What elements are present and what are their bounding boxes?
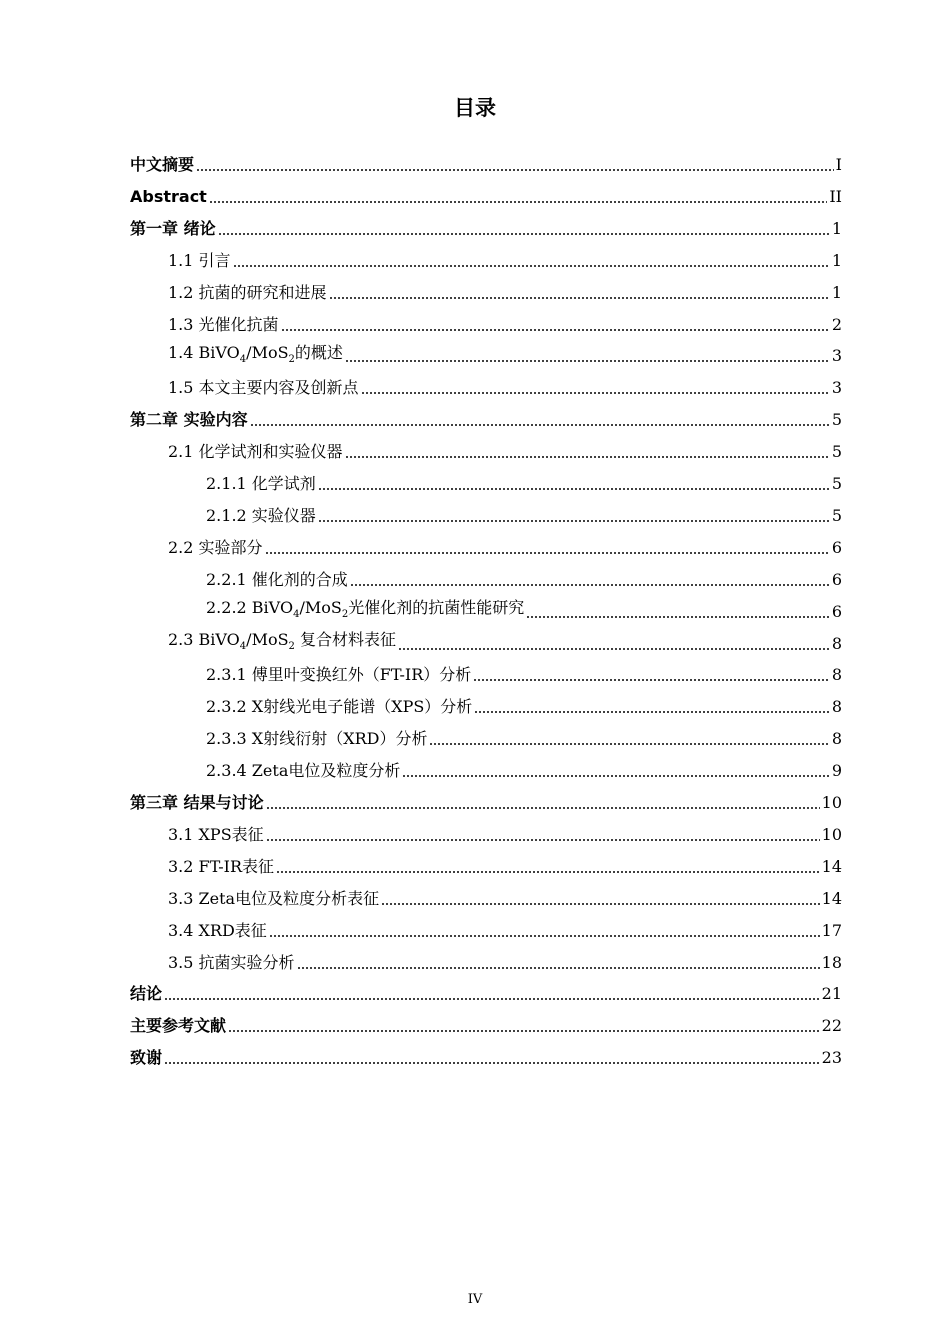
- toc-dot-leader: [266, 807, 820, 809]
- toc-dot-leader: [381, 903, 820, 905]
- toc-dot-leader: [233, 265, 830, 267]
- toc-dot-leader: [164, 1062, 820, 1064]
- toc-entry-label: 3.2 FT-IR表征: [168, 856, 275, 876]
- toc-dot-leader: [345, 456, 830, 458]
- page-title: 目录: [454, 96, 496, 120]
- toc-entry-page: 5: [831, 410, 842, 430]
- toc-entry[interactable]: [206, 660, 842, 690]
- toc-entry-page: 10: [821, 793, 842, 812]
- toc-entry-page: 6: [831, 537, 842, 557]
- toc-entry-page: 6: [831, 569, 842, 589]
- toc-entry-page: 1: [831, 218, 842, 238]
- toc-dot-leader: [269, 935, 820, 937]
- toc-entry-page: 5: [831, 505, 842, 525]
- toc-entry[interactable]: [206, 565, 842, 595]
- toc-entry[interactable]: [206, 597, 842, 627]
- toc-entry-label: 2.3.2 X射线光电子能谱（XPS）分析: [206, 697, 473, 717]
- toc-entry[interactable]: [168, 852, 842, 882]
- toc-entry-page: 1: [831, 282, 842, 302]
- toc-entry-label: 3.4 XRD表征: [168, 920, 267, 940]
- toc-entry-label: 致谢: [130, 1048, 163, 1068]
- toc-dot-leader: [329, 297, 830, 299]
- toc-entry-page: 5: [831, 474, 842, 493]
- toc-entry-label: 1.4 BiVO$_4$/MoS$_2$的概述: [168, 342, 343, 365]
- toc-dot-leader: [526, 616, 830, 618]
- toc-entry-page: I: [835, 155, 842, 174]
- toc-dot-leader: [402, 775, 829, 777]
- toc-entry[interactable]: [130, 979, 842, 1009]
- toc-entry-page: 8: [831, 633, 842, 653]
- toc-entry-page: 5: [831, 442, 842, 462]
- toc-entry-label: 2.1.1 化学试剂: [206, 474, 316, 493]
- toc-entry[interactable]: [168, 948, 842, 978]
- toc-dot-leader: [209, 201, 828, 203]
- toc-entry-label: 2.2.2 BiVO$_4$/MoS$_2$光催化剂的抗菌性能研究: [206, 598, 525, 621]
- toc-dot-leader: [266, 839, 820, 841]
- toc-entry[interactable]: [206, 724, 842, 754]
- toc-entry-page: 14: [821, 888, 842, 908]
- toc-entry-label: 2.3.4 Zeta电位及粒度分析: [206, 761, 401, 781]
- toc-entry-page: 18: [821, 952, 842, 972]
- toc-entry[interactable]: [168, 373, 842, 403]
- toc-entry[interactable]: [130, 1043, 842, 1073]
- toc-entry-label: 2.3.1 傅里叶变换红外（FT-IR）分析: [206, 665, 472, 685]
- toc-entry[interactable]: [130, 405, 842, 435]
- toc-entry-page: 23: [821, 1048, 842, 1068]
- toc-entry-label: 3.1 XPS表征: [168, 824, 264, 844]
- toc-dot-leader: [345, 360, 830, 362]
- toc-dot-leader: [250, 424, 830, 426]
- toc-entry-page: 2: [831, 314, 842, 334]
- toc-entry-label: 结论: [130, 984, 163, 1004]
- toc-entry[interactable]: [168, 629, 842, 659]
- toc-entry-label: 1.2 抗菌的研究和进展: [168, 282, 327, 302]
- toc-entry-label: 2.2.1 催化剂的合成: [206, 569, 348, 589]
- toc-entry[interactable]: [168, 246, 842, 276]
- toc-dot-leader: [265, 552, 830, 554]
- toc-entry[interactable]: [168, 310, 842, 340]
- toc-entry[interactable]: [130, 214, 842, 244]
- toc-entry-page: 10: [821, 824, 842, 844]
- toc-entry[interactable]: [168, 884, 842, 914]
- toc-dot-leader: [196, 169, 834, 171]
- toc-entry[interactable]: [206, 692, 842, 722]
- toc-entry[interactable]: [168, 341, 842, 371]
- toc-dot-leader: [398, 648, 830, 650]
- page-number: IV: [467, 1292, 483, 1307]
- toc-entry-page: 9: [831, 761, 842, 781]
- toc-entry-label: 2.2 实验部分: [168, 537, 263, 557]
- toc-entry-label: 第三章 结果与讨论: [130, 793, 264, 812]
- toc-dot-leader: [361, 392, 830, 394]
- toc-entry-label: 3.3 Zeta电位及粒度分析表征: [168, 888, 380, 908]
- toc-entry-page: 21: [821, 984, 842, 1004]
- toc-dot-leader: [318, 520, 830, 522]
- toc-dot-leader: [350, 584, 830, 586]
- toc-entry-label: 1.3 光催化抗菌: [168, 314, 279, 334]
- toc-dot-leader: [281, 329, 830, 331]
- toc-entry-page: 3: [831, 378, 842, 398]
- toc-dot-leader: [276, 871, 820, 873]
- toc-entry[interactable]: [206, 756, 842, 786]
- toc-entry-page: 3: [831, 346, 842, 366]
- toc-entry-page: 14: [821, 856, 842, 876]
- toc-entry-page: 22: [821, 1016, 842, 1036]
- toc-entry-label: 2.3 BiVO$_4$/MoS$_2$ 复合材料表征: [168, 629, 397, 653]
- toc-entry-page: II: [829, 186, 842, 206]
- toc-entry[interactable]: [130, 150, 842, 180]
- toc-dot-leader: [318, 488, 830, 490]
- toc-entry-page: 8: [831, 729, 842, 749]
- toc-entry-label: 2.1.2 实验仪器: [206, 505, 316, 525]
- toc-dot-leader: [164, 998, 820, 1000]
- toc-entry-page: 8: [831, 697, 842, 717]
- toc-entry-label: Abstract: [130, 186, 207, 206]
- toc-entry[interactable]: [168, 820, 842, 850]
- toc-entry[interactable]: [168, 437, 842, 467]
- toc-dot-leader: [297, 967, 820, 969]
- toc-entry-label: 1.1 引言: [168, 250, 231, 270]
- toc-dot-leader: [474, 711, 830, 713]
- toc-entry[interactable]: [130, 1011, 842, 1041]
- toc-entry-page: 6: [831, 601, 842, 621]
- toc-entry-label: 中文摘要: [130, 155, 195, 174]
- toc-entry-page: 1: [831, 250, 842, 270]
- toc-entry[interactable]: [168, 916, 842, 946]
- toc-entry-label: 第一章 绪论: [130, 218, 216, 238]
- toc-entry[interactable]: [130, 182, 842, 212]
- toc-dot-leader: [218, 233, 830, 235]
- toc-entry[interactable]: [130, 788, 842, 818]
- toc-entry[interactable]: [168, 278, 842, 308]
- toc-entry-page: 8: [831, 665, 842, 685]
- toc-entry-label: 主要参考文献: [130, 1016, 227, 1036]
- toc-dot-leader: [228, 1030, 820, 1032]
- toc-entry-label: 1.5 本文主要内容及创新点: [168, 378, 359, 398]
- toc-entry[interactable]: [206, 469, 842, 499]
- toc-entry-label: 3.5 抗菌实验分析: [168, 952, 295, 972]
- toc-dot-leader: [429, 743, 829, 745]
- toc-dot-leader: [473, 679, 830, 681]
- toc-entry[interactable]: [206, 501, 842, 531]
- toc-entry-label: 2.1 化学试剂和实验仪器: [168, 442, 343, 462]
- toc-entry-page: 17: [821, 920, 842, 940]
- toc-entry-label: 第二章 实验内容: [130, 410, 248, 430]
- toc-entry-label: 2.3.3 X射线衍射（XRD）分析: [206, 729, 428, 749]
- toc-entry[interactable]: [168, 533, 842, 563]
